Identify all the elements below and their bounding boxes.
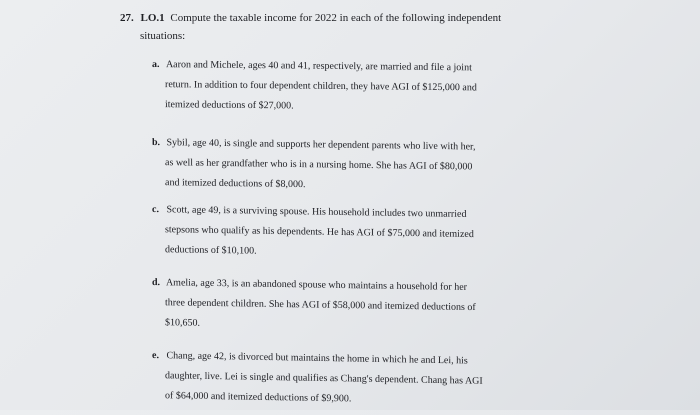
part-a (152, 55, 672, 120)
part-text-line: daughter, live. Lei is single and qualifies as Chang's dependent. Chang has AGI (165, 370, 483, 387)
part-c (152, 200, 672, 268)
part-text-line: of $64,000 and itemized deductions of $9,900. (165, 390, 352, 405)
part-letter: b. (152, 137, 161, 149)
part-text-line: Aaron and Michele, ages 40 and 41, respectively, are married and file a joint (165, 59, 472, 74)
part-text-line: deductions of $10,100. (165, 244, 257, 257)
part-text-line: $10,650. (165, 317, 200, 329)
part-text-line: and itemized deductions of $8,000. (165, 177, 306, 191)
part-letter: a. (152, 59, 160, 71)
part-letter: e. (152, 350, 159, 362)
part-text-line: itemized deductions of $27,000. (165, 99, 294, 112)
part-letter: d. (152, 277, 161, 289)
part-b (152, 133, 672, 200)
problem-prompt-line-1: Compute the taxable income for 2022 in each of the following independent (170, 12, 502, 24)
part-text-line: Sybil, age 40, is single and supports her dependent parents who live with her, (166, 137, 476, 153)
part-text-line: return. In addition to four dependent children, they have AGI of $125,000 and (165, 79, 477, 94)
part-text-line: Chang, age 42, is divorced but maintains the home in which he and Lei, his (166, 350, 468, 367)
part-d (152, 273, 672, 341)
learning-objective: LO.1 (140, 12, 165, 24)
part-text-line: three dependent children. She has AGI of $58,000 and itemized deductions of (165, 297, 476, 314)
part-text-line: Amelia, age 33, is an abandoned spouse who maintains a household for her (165, 277, 467, 293)
part-letter: c. (152, 204, 159, 216)
part-text-line: Scott, age 49, is a surviving spouse. His household includes two unmarried (166, 204, 467, 220)
problem-number: 27. (120, 12, 134, 24)
part-text-line: as well as her grandfather who is in a nursing home. She has AGI of $80,000 (165, 157, 473, 173)
problem-prompt-line-2: situations: (140, 30, 186, 42)
part-e (152, 346, 672, 415)
problem-header (120, 9, 680, 45)
part-text-line: stepsons who qualify as his dependents. He has AGI of $75,000 and itemized (165, 224, 474, 241)
